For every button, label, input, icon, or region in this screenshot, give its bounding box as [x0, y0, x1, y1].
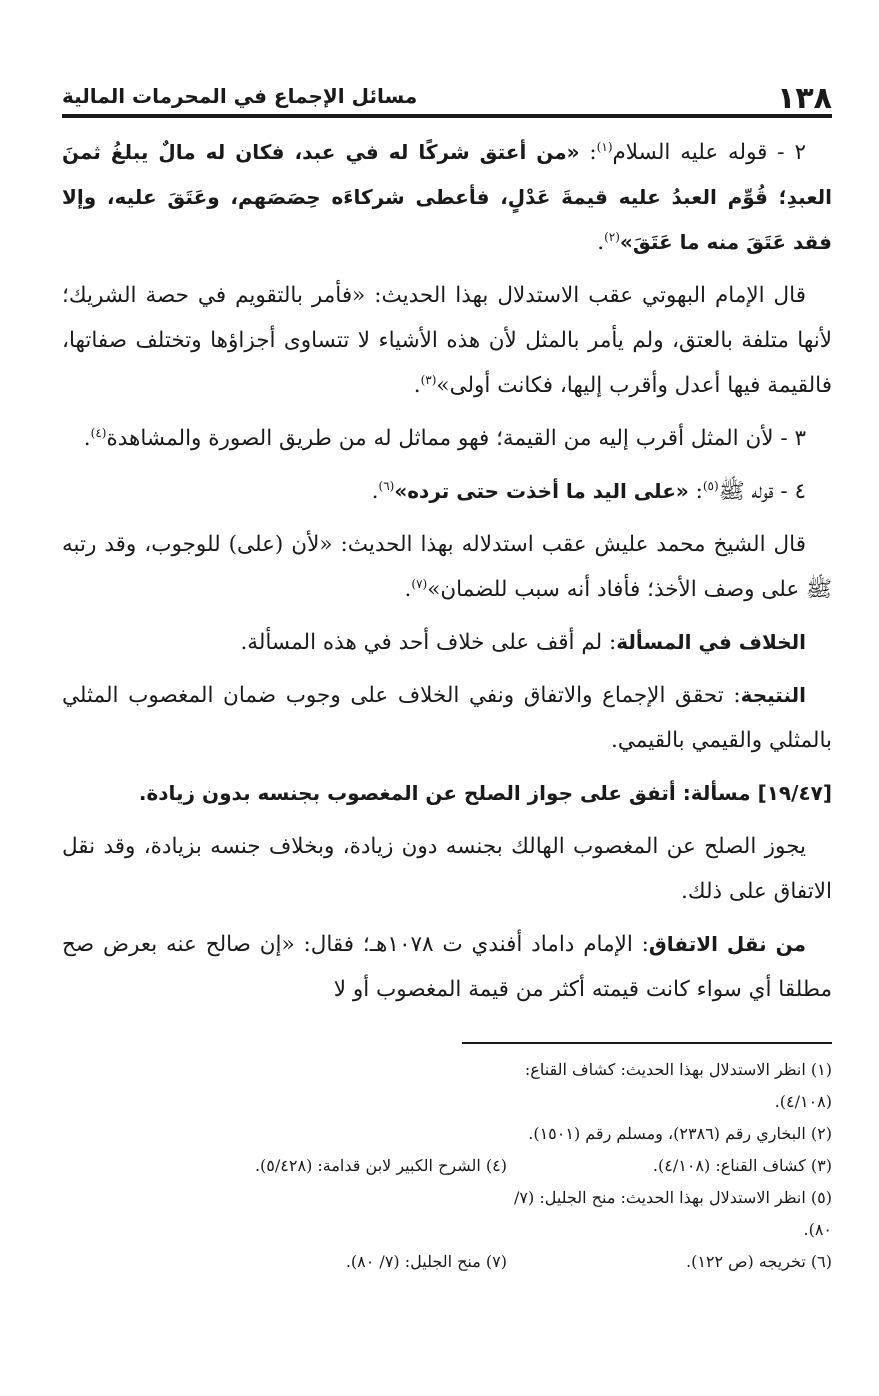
- issue-title: [١٩/٤٧] مسألة: أتفق على جواز الصلح عن المغصوب بجنسه بدون زيادة.: [138, 781, 832, 805]
- paragraph-hadith-2: [62, 130, 832, 265]
- footnote-7: (٧) منح الجليل: (٧/ ٨٠).: [345, 1252, 507, 1271]
- paragraph-text: ٣ - لأن المثل أقرب إليه من القيمة؛ فهو مماثل له من طريق الصورة والمشاهدة: [106, 426, 806, 451]
- hadith-quote: «من أعتق شركًا له في عبد، فكان له مالٌ يبلغُ ثمنَ العبدِ؛ قُوِّم العبدُ عليه قيمةَ عَدْلٍ، فأعطى شركاءَه حِصَصَهم، وعَتَقَ عليه، وإلا فقد عَتَقَ منه ما عَتَقَ»: [62, 140, 832, 254]
- hadith-lead: ٢ - قوله عليه السلام: [612, 140, 806, 165]
- paragraph-text: : الإمام داماد أفندي ت ١٠٧٨هـ؛ فقال: «إن صالح عنه بعرض صح مطلقا أي سواء كانت قيمته أكثر من قيمة المغصوب أو لا: [62, 932, 832, 1002]
- section-label: من نقل الاتفاق: [648, 932, 807, 956]
- issue-heading: [62, 771, 832, 816]
- footnote-ref: (٤): [90, 425, 107, 440]
- page-number: ١٣٨: [777, 81, 832, 116]
- section-label: الخلاف في المسألة: [616, 630, 806, 654]
- footnote-1: (١) انظر الاستدلال بهذا الحديث: كشاف القناع: (٤/١٠٨).: [524, 1060, 832, 1111]
- footnote-divider: [462, 1042, 832, 1044]
- paragraph-point-3: [62, 416, 832, 461]
- sentence-end: .: [371, 479, 379, 504]
- footnote-ref: (١): [596, 139, 613, 154]
- paragraph-transmitter: [62, 922, 832, 1012]
- sentence-end: .: [597, 230, 605, 255]
- sentence-end: .: [404, 577, 412, 602]
- paragraph-buhuti-quote: [62, 273, 832, 408]
- paragraph-hadith-4: [62, 469, 832, 514]
- colon: :: [579, 140, 597, 165]
- footnote-2: (٢) البخاري رقم (٢٣٨٦)، ومسلم رقم (١٥٠١).: [528, 1124, 832, 1143]
- section-label: النتيجة: [740, 683, 806, 707]
- paragraph-disagreement: [62, 620, 832, 665]
- paragraph-result: [62, 673, 832, 763]
- footnote-ref: (٧): [411, 576, 428, 591]
- sentence-end: .: [413, 373, 421, 398]
- running-title: مسائل الإجماع في المحرمات المالية: [62, 84, 418, 108]
- paragraph-illaysh-quote: [62, 522, 832, 612]
- hadith-quote: «على اليد ما أخذت حتى ترده»: [394, 479, 689, 503]
- footnote-3: (٣) كشاف القناع: (٤/١٠٨).: [652, 1156, 832, 1175]
- paragraph-text: : لم أقف على خلاف أحد في هذه المسألة.: [240, 630, 617, 655]
- footnote-ref: (٢): [604, 229, 620, 244]
- paragraph-text: قال الشيخ محمد عليش عقب استدلاله بهذا الحديث: «لأن (على) للوجوب، وقد رتبه ﷺ على وصف الأخذ؛ فأفاد أنه سبب للضمان»: [62, 532, 832, 602]
- footnote-ref: (٥): [702, 478, 719, 493]
- colon: :: [688, 479, 703, 504]
- paragraph-text: قال الإمام البهوتي عقب الاستدلال بهذا الحديث: «فأمر بالتقويم في حصة الشريك؛ لأنها متلفة بالعتق، ولم يأمر بالمثل لأن هذه الأشياء لا تتساوى أجزاؤها وتختلف صفاتها، فالقيمة فيها أعدل وأقرب إليها، فكانت أولى»: [62, 283, 832, 398]
- footnotes: [62, 1054, 832, 1278]
- paragraph-text: يجوز الصلح عن المغصوب الهالك بجنسه دون زيادة، وبخلاف جنسه بزيادة، وقد نقل الاتفاق على ذلك.: [62, 834, 832, 904]
- sentence-end: .: [83, 426, 91, 451]
- paragraph-issue-body: [62, 824, 832, 914]
- footnote-5: (٥) انظر الاستدلال بهذا الحديث: منح الجليل: (٧/ ٨٠).: [514, 1188, 832, 1239]
- footnote-ref: (٣): [420, 372, 437, 387]
- book-page: [62, 66, 832, 1278]
- footnote-4: (٤) الشرح الكبير لابن قدامة: (٥/٤٢٨).: [254, 1156, 507, 1175]
- paragraph-text: : تحقق الإجماع والاتفاق ونفي الخلاف على وجوب ضمان المغصوب المثلي بالمثلي والقيمي بالقيمي.: [62, 683, 832, 753]
- page-header: [62, 66, 832, 118]
- footnote-6: (٦) تخريجه (ص ١٢٢).: [685, 1252, 832, 1271]
- footnote-ref: (٦): [378, 478, 395, 493]
- hadith-lead: ٤ - قوله ﷺ: [718, 479, 806, 504]
- page-body: [62, 130, 832, 1012]
